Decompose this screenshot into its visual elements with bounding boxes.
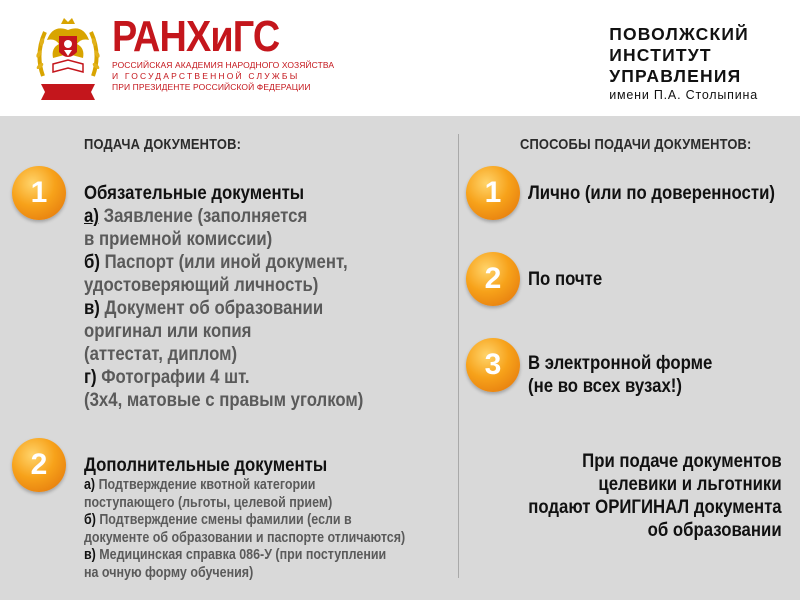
additional-item-a: а) Подтверждение квотной категории xyxy=(84,477,316,493)
required-item-b: б) Паспорт (или иной документ, xyxy=(84,251,348,273)
left-heading: ПОДАЧА ДОКУМЕНТОВ: xyxy=(84,136,242,153)
required-item-a: а) Заявление (заполняется xyxy=(84,205,308,227)
original-documents-note xyxy=(529,450,782,542)
right-heading: СПОСОБЫ ПОДАЧИ ДОКУМЕНТОВ: xyxy=(520,136,752,153)
way-in-person: Лично (или по доверенности) xyxy=(528,182,775,204)
required-item-c-cont-2: (аттестат, диплом) xyxy=(84,343,238,365)
institute-title xyxy=(609,24,758,103)
required-item-d-cont: (3х4, матовые с правым уголком) xyxy=(84,389,364,411)
way-electronic xyxy=(528,352,712,398)
brand-logo xyxy=(112,12,335,93)
additional-item-a-cont: поступающего (льготы, целевой прием) xyxy=(84,494,333,511)
required-item-a-cont: в приемной комиссии) xyxy=(84,228,273,250)
additional-item-c: в) Медицинская справка 086-У (при поступлении xyxy=(84,547,387,563)
brand-name: РАНХиГС xyxy=(112,12,280,61)
note-line-1: При подаче документов xyxy=(582,450,782,472)
brand-subtitle-line-1: РОССИЙСКАЯ АКАДЕМИЯ НАРОДНОГО ХОЗЯЙСТВА xyxy=(112,60,335,70)
institute-line-3: УПРАВЛЕНИЯ xyxy=(609,66,742,86)
way-electronic-line-1: В электронной форме xyxy=(528,352,713,374)
institute-subtitle: имени П.А. Столыпина xyxy=(609,88,758,102)
required-item-d: г) Фотографии 4 шт. xyxy=(84,366,250,388)
number-badge-way-3: 3 xyxy=(466,338,520,392)
way-by-mail: По почте xyxy=(528,268,603,290)
required-item-b-cont: удостоверяющий личность) xyxy=(84,274,319,296)
institute-line-1: ПОВОЛЖСКИЙ xyxy=(609,24,749,44)
additional-item-c-cont: на очную форму обучения) xyxy=(84,564,254,581)
additional-item-b: б) Подтверждение смены фамилии (если в xyxy=(84,512,352,528)
additional-documents-title: Дополнительные документы xyxy=(84,454,328,476)
number-badge-way-2: 2 xyxy=(466,252,520,306)
note-line-2: целевики и льготники xyxy=(598,473,782,495)
required-item-c-cont-1: оригинал или копия xyxy=(84,320,252,342)
column-divider xyxy=(458,134,459,578)
brand-subtitle-line-2: И ГОСУДАРСТВЕННОЙ СЛУЖБЫ xyxy=(112,71,300,81)
number-badge-way-1: 1 xyxy=(466,166,520,220)
header xyxy=(0,0,800,116)
brand-subtitle-line-3: ПРИ ПРЕЗИДЕНТЕ РОССИЙСКОЙ ФЕДЕРАЦИИ xyxy=(112,82,311,92)
required-documents-title: Обязательные документы xyxy=(84,182,305,204)
required-documents-block xyxy=(84,182,363,412)
main-panel xyxy=(0,116,800,600)
number-badge-2: 2 xyxy=(12,438,66,492)
institute-line-2: ИНСТИТУТ xyxy=(609,45,712,65)
double-headed-eagle-emblem-icon xyxy=(33,14,103,104)
additional-documents-block xyxy=(84,454,405,582)
note-line-3: подают ОРИГИНАЛ документа xyxy=(528,496,782,518)
number-badge-1: 1 xyxy=(12,166,66,220)
way-electronic-line-2: (не во всех вузах!) xyxy=(528,375,682,397)
additional-item-b-cont: документе об образовании и паспорте отличаются) xyxy=(84,529,406,546)
required-item-c: в) Документ об образовании xyxy=(84,297,324,319)
note-line-4: об образовании xyxy=(648,519,782,541)
